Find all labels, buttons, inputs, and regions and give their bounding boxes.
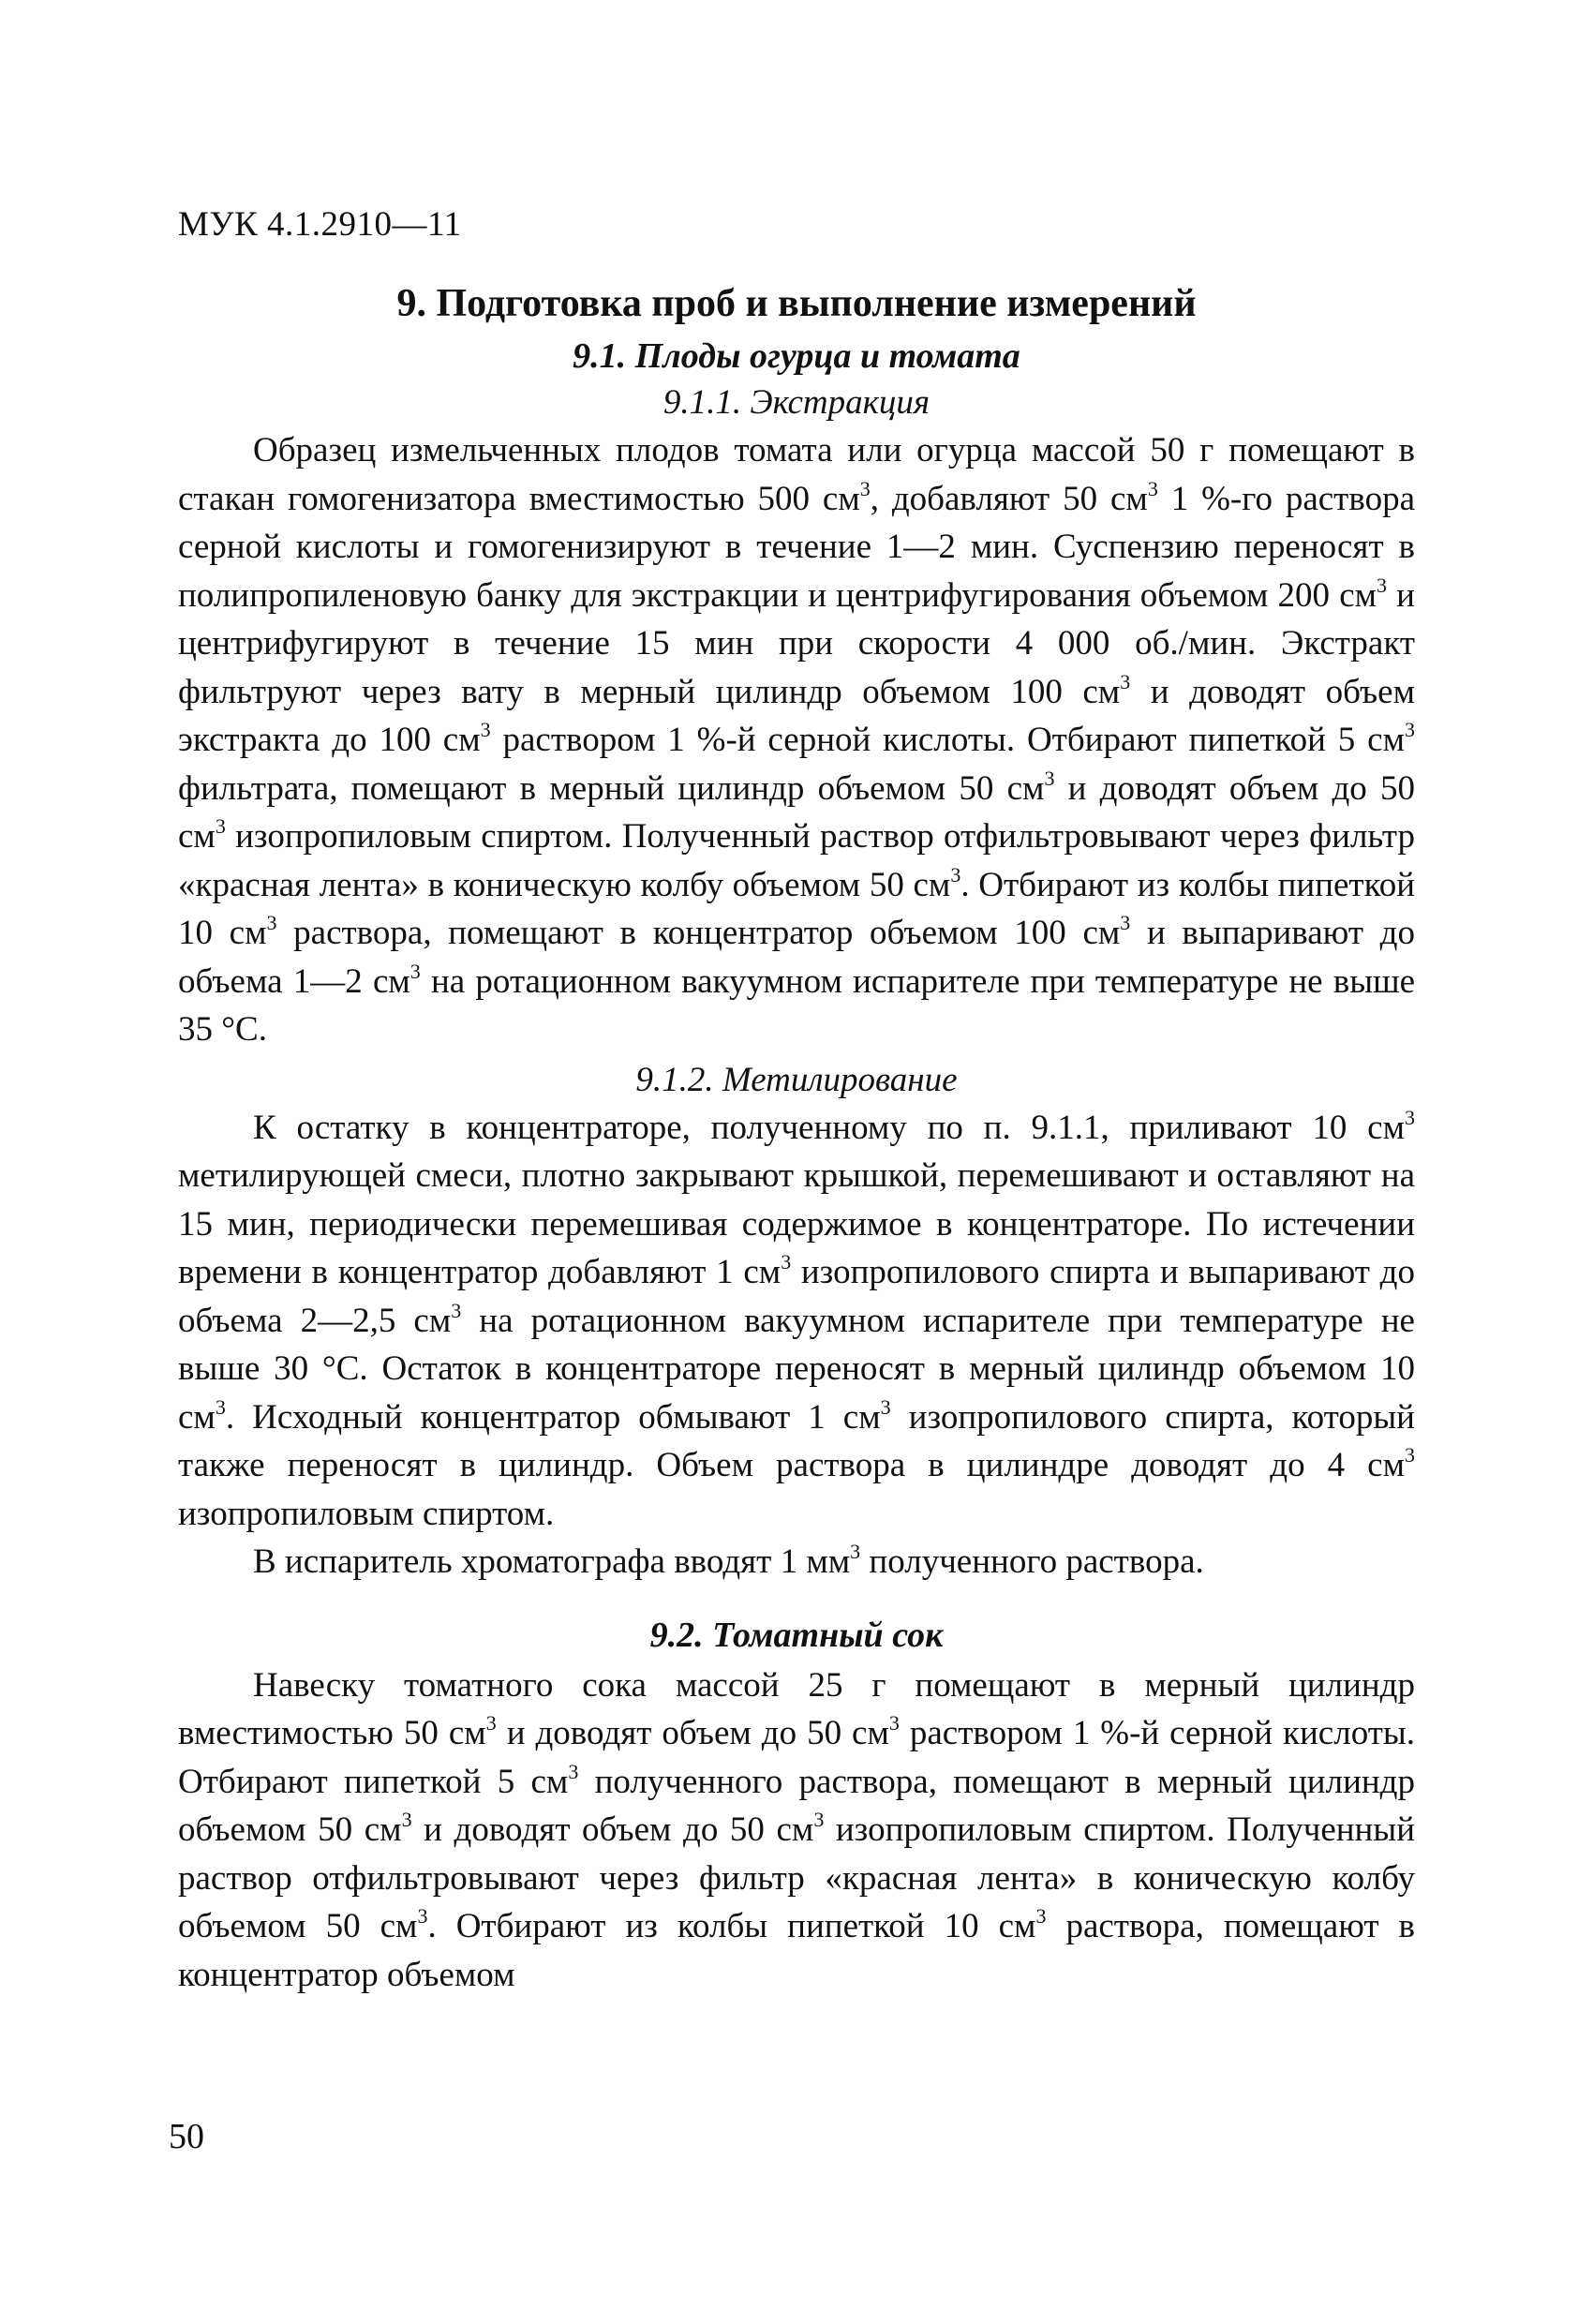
methylation-paragraph: К остатку в концентраторе, полученному по п. 9.1.1, приливают 10 $см^3$ метилирующей смеси, плотно закрывают крышкой, перемешивают и оставляют на 15 мин, периодически перемешивая содержимое в концентраторе. По истечении времени в концентратор добавляют 1 $см^3$ изопропилового спирта и выпаривают до объема 2—2,5 $см^3$ на ротационном вакуумном испарителе при температуре не выше 30 °С. Остаток в концентраторе переносят в мерный цилиндр объемом 10 $см^3$. Исходный концентратор обмывают 1 $см^3$ изопропилового спирта, который также переносят в цилиндр. Объем раствора в цилиндре доводят до 4 $см^3$ изопропиловым спиртом. xyxy=(178,1105,1416,1533)
page-number: 50 xyxy=(169,2117,204,2156)
document-body xyxy=(178,281,1415,1999)
extraction-paragraph: Образец измельченных плодов томата или огурца массой 50 г помещают в стакан гомогенизатора вместимостью 500 $см^3$, добавляют 50 $см^3$ 1 %-го раствора серной кислоты и гомогенизируют в течение 1—2 мин. Суспензию переносят в полипропиленовую банку для экстракции и центрифугирования объемом 200 $см^3$ и центрифугируют в течение 15 мин при скорости 4 000 об./мин. Экстракт фильтруют через вату в мерный цилиндр объемом 100 $см^3$ и доводят объем экстракта до 100 $см^3$ раствором 1 %-й серной кислоты. Отбирают пипеткой 5 $см^3$ фильтрата, помещают в мерный цилиндр объемом 50 $см^3$ и доводят объем до 50 $см^3$ изопропиловым спиртом. Полученный раствор отфильтровывают через фильтр «красная лента» в коническую колбу объемом 50 $см^3$. Отбирают из колбы пипеткой 10 $см^3$ раствора, помещают в концентратор объемом 100 $см^3$ и выпаривают до объема 1—2 $см^3$ на ротационном вакуумном испарителе при температуре не выше 35 °С. xyxy=(178,431,1415,1049)
subsubsection-title-extraction: 9.1.1. Экстракция xyxy=(663,383,930,422)
section-title: 9. Подготовка проб и выполнение измерений xyxy=(396,282,1197,325)
subsection-title-fruits: 9.1. Плоды огурца и томата xyxy=(573,336,1020,376)
injection-paragraph: В испаритель хроматографа вводят 1 $мм^3$ полученного раствора. xyxy=(253,1540,1204,1581)
document-code: МУК 4.1.2910—11 xyxy=(178,205,462,244)
subsubsection-title-methylation: 9.1.2. Метилирование xyxy=(635,1060,958,1099)
subsection-title-tomato-juice: 9.2. Томатный сок xyxy=(649,1615,944,1655)
tomato-juice-paragraph: Навеску томатного сока массой 25 г помещают в мерный цилиндр вместимостью 50 $см^3$ и доводят объем до 50 $см^3$ раствором 1 %-й серной кислоты. Отбирают пипеткой 5 $см^3$ полученного раствора, помещают в мерный цилиндр объемом 50 $см^3$ и доводят объем до 50 $см^3$ изопропиловым спиртом. Полученный раствор отфильтровывают через фильтр «красная лента» в коническую колбу объемом 50 $см^3$. Отбирают из колбы пипеткой 10 $см^3$ раствора, помещают в концентратор объемом xyxy=(178,1665,1416,1994)
